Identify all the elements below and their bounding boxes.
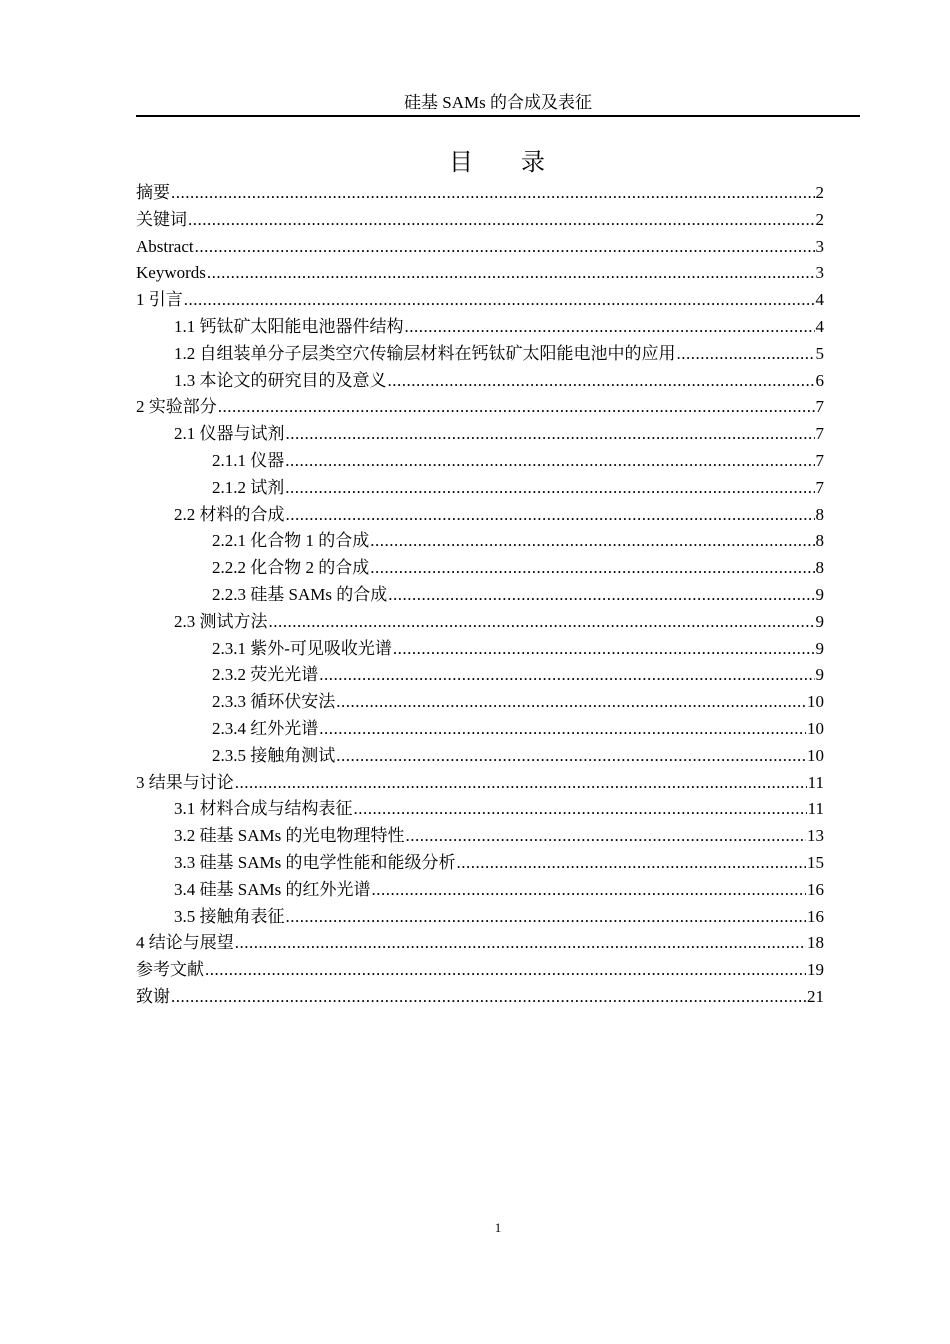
toc-entry-2-1-1[interactable]: 2.1.1 仪器 ..... 7 [136,448,824,475]
toc-entry-3-3[interactable]: 3.3 硅基 SAMs 的电学性能和能级分析 ..... 15 [136,850,824,877]
toc-entry-2-3-4[interactable]: 2.3.4 红外光谱 ..... 10 [136,716,824,743]
toc-entry-1-2[interactable]: 1.2 自组装单分子层类空穴传输层材料在钙钛矿太阳能电池中的应用 ..... 5 [136,341,824,368]
toc-entry-2-3-2[interactable]: 2.3.2 荧光光谱 ..... 9 [136,662,824,689]
toc-entry-1-1[interactable]: 1.1 钙钛矿太阳能电池器件结构 ..... 4 [136,314,824,341]
toc-entry-3-4[interactable]: 3.4 硅基 SAMs 的红外光谱 ..... 16 [136,877,824,904]
toc-entry-2-2-1[interactable]: 2.2.1 化合物 1 的合成 ..... 8 [136,528,824,555]
toc-entry-2-3-3[interactable]: 2.3.3 循环伏安法 ..... 10 [136,689,824,716]
toc-entry-3-1[interactable]: 3.1 材料合成与结构表征 ..... 11 [136,796,824,823]
toc-entry-1[interactable]: 1 引言 ..... 4 [136,287,824,314]
toc-entry-keywords-cn[interactable]: 关键词 ..... 2 [136,207,824,234]
toc-entry-2-1[interactable]: 2.1 仪器与试剂 ..... 7 [136,421,824,448]
toc-entry-2-2-3[interactable]: 2.2.3 硅基 SAMs 的合成 ..... 9 [136,582,824,609]
toc-entry-2-3-1[interactable]: 2.3.1 紫外-可见吸收光谱 ..... 9 [136,636,824,663]
toc-entry-1-3[interactable]: 1.3 本论文的研究目的及意义 ..... 6 [136,368,824,395]
page-number: 1 [494,1220,502,1235]
toc-entry-3[interactable]: 3 结果与讨论 ..... 11 [136,770,824,797]
toc-entry-abstract-en[interactable]: Abstract ..... 3 [136,234,824,261]
toc-title-right: 录 [521,150,547,176]
toc-title-left: 目 [449,150,475,176]
table-of-contents [136,180,824,1011]
toc-entry-abstract-cn[interactable]: 摘要 ..... 2 [136,180,824,207]
toc-entry-2-2-2[interactable]: 2.2.2 化合物 2 的合成 ..... 8 [136,555,824,582]
header-rule [136,115,860,117]
toc-entry-keywords-en[interactable]: Keywords ..... 3 [136,260,824,287]
toc-entry-2-3[interactable]: 2.3 测试方法 ..... 9 [136,609,824,636]
toc-entry-3-2[interactable]: 3.2 硅基 SAMs 的光电物理特性 ..... 13 [136,823,824,850]
toc-entry-2-2[interactable]: 2.2 材料的合成 ..... 8 [136,502,824,529]
toc-entry-acknowledgements[interactable]: 致谢 ..... 21 [136,984,824,1011]
toc-entry-2[interactable]: 2 实验部分 ..... 7 [136,394,824,421]
running-header: 硅基 SAMs 的合成及表征 [404,93,592,112]
toc-entry-4[interactable]: 4 结论与展望 ..... 18 [136,930,824,957]
toc-entry-3-5[interactable]: 3.5 接触角表征 ..... 16 [136,904,824,931]
toc-entry-2-1-2[interactable]: 2.1.2 试剂 ..... 7 [136,475,824,502]
toc-title [136,148,860,178]
toc-entry-2-3-5[interactable]: 2.3.5 接触角测试 ..... 10 [136,743,824,770]
toc-entry-references[interactable]: 参考文献 ..... 19 [136,957,824,984]
